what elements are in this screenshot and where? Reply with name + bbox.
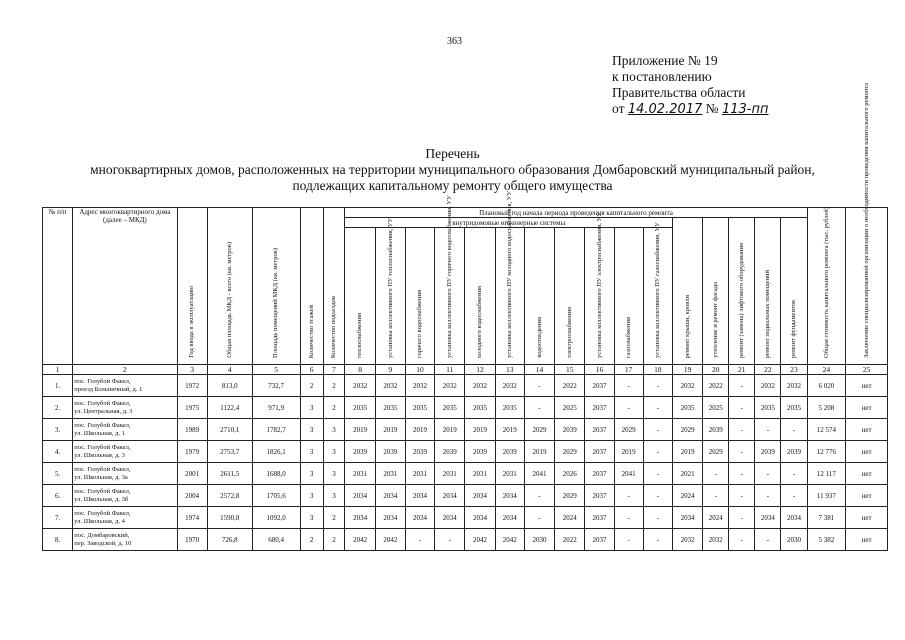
- table-row: [43, 375, 888, 397]
- row-address: [73, 419, 177, 441]
- row-work-year: 2030: [524, 529, 554, 551]
- address-line-2: ул. Центральная, д. 3: [74, 407, 133, 415]
- appendix-line-1: Приложение № 19: [612, 53, 718, 68]
- row-work-year: 2032: [781, 375, 807, 397]
- address-line-2: ул. Школьная, д. 1: [74, 429, 125, 437]
- row-work-year: 2031: [435, 463, 465, 485]
- row-work-year: 2039: [555, 419, 585, 441]
- address-line-1: пос. Голубой Факел,: [74, 443, 131, 451]
- row-work-year: 2042: [375, 529, 405, 551]
- row-year: 1979: [177, 441, 207, 463]
- row-cost: 5 382: [807, 529, 846, 551]
- row-cost: 11 937: [807, 485, 846, 507]
- header-internal-systems: внутридомовые инженерные системы: [345, 218, 673, 228]
- row-work-year: 2019: [614, 441, 643, 463]
- row-conclusion: нет: [846, 419, 888, 441]
- column-number: 1: [43, 365, 73, 375]
- row-year: 1975: [177, 397, 207, 419]
- row-work-year: -: [643, 529, 672, 551]
- row-work-year: 2035: [755, 397, 781, 419]
- row-work-year: -: [524, 485, 554, 507]
- row-work-year: 2035: [465, 397, 495, 419]
- row-premises-area: 1826,1: [252, 441, 300, 463]
- row-work-year: -: [614, 375, 643, 397]
- address-line-1: пос. Голубой Факел,: [74, 487, 131, 495]
- address-line-2: ул. Школьная, д. 3а: [74, 473, 128, 481]
- column-number: 21: [729, 365, 755, 375]
- row-total-area: 2572,8: [207, 485, 252, 507]
- header-work-heating: теплоснабжения: [345, 228, 375, 365]
- address-line-1: пос. Голубой Факел,: [74, 509, 131, 517]
- row-work-year: 2022: [555, 375, 585, 397]
- column-number: 3: [177, 365, 207, 375]
- header-work-hot-water-meter: установка коллективного ПУ горячего водоснабжения, УУ: [435, 228, 465, 365]
- row-work-year: -: [755, 485, 781, 507]
- address-line-1: пос. Голубой Факел,: [74, 399, 131, 407]
- column-number: 7: [323, 365, 345, 375]
- header-work-electricity-meter: установка коллективного ПУ электроснабжения, УУ: [585, 228, 614, 365]
- row-cost: 12 776: [807, 441, 846, 463]
- row-work-year: 2025: [703, 397, 729, 419]
- row-entrances: 3: [323, 441, 345, 463]
- header-work-elevator: ремонт (замена) лифтового оборудования: [729, 218, 755, 365]
- row-entrances: 2: [323, 397, 345, 419]
- row-work-year: -: [524, 507, 554, 529]
- row-total-area: 1122,4: [207, 397, 252, 419]
- row-number: 5.: [43, 463, 73, 485]
- address-line-1: пос. Голубой Факел,: [74, 421, 131, 429]
- address-line-2: проезд Больничный, д. 1: [74, 385, 143, 393]
- address-line-2: ул. Школьная, д. 3: [74, 451, 125, 459]
- row-work-year: 2032: [465, 375, 495, 397]
- address-line-2: ул. Школьная, д. 3б: [74, 495, 129, 503]
- row-work-year: 2042: [495, 529, 524, 551]
- row-work-year: 2042: [345, 529, 375, 551]
- row-floors: 3: [300, 463, 323, 485]
- header-year: Год ввода в эксплуатацию: [177, 208, 207, 365]
- column-number: 20: [703, 365, 729, 375]
- row-premises-area: 680,4: [252, 529, 300, 551]
- row-work-year: 2034: [405, 507, 434, 529]
- row-work-year: 2041: [524, 463, 554, 485]
- row-work-year: 2029: [524, 419, 554, 441]
- row-work-year: 2019: [672, 441, 702, 463]
- row-number: 6.: [43, 485, 73, 507]
- row-number: 8.: [43, 529, 73, 551]
- row-work-year: 2024: [555, 507, 585, 529]
- row-total-area: 2753,7: [207, 441, 252, 463]
- appendix-block: [612, 53, 768, 118]
- row-work-year: -: [755, 529, 781, 551]
- row-work-year: 2039: [495, 441, 524, 463]
- row-work-year: -: [729, 485, 755, 507]
- row-conclusion: нет: [846, 507, 888, 529]
- row-work-year: 2019: [465, 419, 495, 441]
- appendix-line-3: Правительства области: [612, 85, 746, 100]
- row-work-year: 2031: [495, 463, 524, 485]
- row-year: 2001: [177, 463, 207, 485]
- row-work-year: -: [781, 419, 807, 441]
- table-row: [43, 441, 888, 463]
- row-work-year: 2032: [435, 375, 465, 397]
- table-row: [43, 507, 888, 529]
- row-work-year: 2022: [703, 375, 729, 397]
- title-line-1: Перечень: [425, 146, 480, 161]
- row-work-year: -: [781, 485, 807, 507]
- row-work-year: 2019: [435, 419, 465, 441]
- row-work-year: 2032: [375, 375, 405, 397]
- row-year: 1974: [177, 507, 207, 529]
- row-work-year: 2035: [375, 397, 405, 419]
- column-number: 6: [300, 365, 323, 375]
- row-work-year: 2022: [555, 529, 585, 551]
- row-work-year: -: [524, 375, 554, 397]
- column-number: 8: [345, 365, 375, 375]
- column-number: 17: [614, 365, 643, 375]
- row-work-year: -: [614, 485, 643, 507]
- row-work-year: 2019: [375, 419, 405, 441]
- row-work-year: -: [729, 529, 755, 551]
- column-number: 2: [73, 365, 177, 375]
- row-work-year: 2039: [755, 441, 781, 463]
- row-work-year: -: [643, 441, 672, 463]
- page-number: 363: [447, 36, 462, 47]
- header-work-heating-meter: установка коллективного ПУ теплоснабжения, УУ: [375, 228, 405, 365]
- row-year: 1972: [177, 375, 207, 397]
- row-work-year: 2024: [672, 485, 702, 507]
- row-work-year: 2032: [345, 375, 375, 397]
- row-work-year: 2035: [495, 397, 524, 419]
- row-year: 1989: [177, 419, 207, 441]
- column-number: 18: [643, 365, 672, 375]
- column-number: 5: [252, 365, 300, 375]
- row-work-year: 2039: [345, 441, 375, 463]
- column-number: 24: [807, 365, 846, 375]
- row-work-year: -: [643, 507, 672, 529]
- row-entrances: 3: [323, 485, 345, 507]
- row-work-year: 2032: [672, 375, 702, 397]
- row-address: [73, 485, 177, 507]
- row-work-year: -: [755, 463, 781, 485]
- header-planned-year: Плановый год начала периода проведения капитального ремонта: [345, 208, 807, 218]
- address-line-2: ул. Школьная, д. 4: [74, 517, 125, 525]
- row-address: [73, 463, 177, 485]
- row-work-year: 2024: [703, 507, 729, 529]
- column-number: 10: [405, 365, 434, 375]
- header-work-facade: утепление и ремонт фасада: [703, 218, 729, 365]
- row-work-year: 2034: [345, 485, 375, 507]
- row-work-year: 2029: [703, 441, 729, 463]
- row-number: 2.: [43, 397, 73, 419]
- row-work-year: -: [643, 419, 672, 441]
- row-work-year: 2021: [672, 463, 702, 485]
- row-work-year: 2037: [585, 507, 614, 529]
- row-work-year: 2039: [375, 441, 405, 463]
- row-work-year: 2037: [585, 397, 614, 419]
- row-cost: 12 574: [807, 419, 846, 441]
- row-work-year: -: [781, 463, 807, 485]
- row-total-area: 2710,1: [207, 419, 252, 441]
- row-work-year: 2034: [495, 485, 524, 507]
- row-floors: 3: [300, 485, 323, 507]
- row-work-year: 2042: [465, 529, 495, 551]
- row-premises-area: 732,7: [252, 375, 300, 397]
- row-conclusion: нет: [846, 397, 888, 419]
- row-entrances: 3: [323, 419, 345, 441]
- row-work-year: -: [729, 419, 755, 441]
- row-work-year: 2041: [614, 463, 643, 485]
- header-work-gas: газоснабжения: [614, 228, 643, 365]
- header-cost: Общая стоимость капитального ремонта (тыс. рублей): [807, 208, 846, 365]
- header-work-roof: ремонт крыши, кровли: [672, 218, 702, 365]
- row-entrances: 2: [323, 507, 345, 529]
- row-total-area: 726,8: [207, 529, 252, 551]
- appendix-line-4: [612, 101, 768, 118]
- row-floors: 2: [300, 529, 323, 551]
- row-floors: 3: [300, 419, 323, 441]
- row-work-year: 2037: [585, 463, 614, 485]
- title-line-3: подлежащих капитальному ремонту общего имущества: [292, 178, 613, 193]
- row-work-year: 2034: [495, 507, 524, 529]
- row-work-year: 2029: [555, 441, 585, 463]
- row-year: 2004: [177, 485, 207, 507]
- column-number: 22: [755, 365, 781, 375]
- row-number: 1.: [43, 375, 73, 397]
- row-work-year: -: [729, 397, 755, 419]
- header-work-cold-water: холодного водоснабжения: [465, 228, 495, 365]
- row-work-year: 2029: [555, 485, 585, 507]
- row-work-year: 2039: [703, 419, 729, 441]
- row-work-year: -: [614, 397, 643, 419]
- address-line-1: пос. Голубой Факел,: [74, 377, 131, 385]
- row-work-year: 2035: [435, 397, 465, 419]
- table-row: [43, 397, 888, 419]
- header-work-electricity: электроснабжения: [555, 228, 585, 365]
- row-work-year: 2031: [375, 463, 405, 485]
- address-line-1: пос. Голубой Факел,: [74, 465, 131, 473]
- row-cost: 7 381: [807, 507, 846, 529]
- row-work-year: -: [614, 507, 643, 529]
- row-number: 4.: [43, 441, 73, 463]
- column-number: 14: [524, 365, 554, 375]
- row-entrances: 3: [323, 463, 345, 485]
- header-premises-area: Площадь помещений МКД (кв. метров): [252, 208, 300, 365]
- header-number: № п/п: [43, 208, 73, 365]
- row-work-year: 2037: [585, 419, 614, 441]
- row-work-year: 2034: [465, 507, 495, 529]
- row-conclusion: нет: [846, 485, 888, 507]
- row-work-year: -: [703, 463, 729, 485]
- column-number: 9: [375, 365, 405, 375]
- column-number: 19: [672, 365, 702, 375]
- row-total-area: 1590,8: [207, 507, 252, 529]
- column-number: 13: [495, 365, 524, 375]
- table-row: [43, 419, 888, 441]
- row-work-year: -: [643, 463, 672, 485]
- row-work-year: 2039: [465, 441, 495, 463]
- row-work-year: -: [729, 463, 755, 485]
- row-address: [73, 375, 177, 397]
- row-work-year: 2039: [405, 441, 434, 463]
- header-address: Адрес многоквартирного дома (далее – МКД): [73, 208, 177, 365]
- row-work-year: 2032: [755, 375, 781, 397]
- row-work-year: 2034: [435, 507, 465, 529]
- row-cost: 5 208: [807, 397, 846, 419]
- row-cost: 6 020: [807, 375, 846, 397]
- row-conclusion: нет: [846, 463, 888, 485]
- column-numbers-row: [43, 365, 888, 375]
- row-conclusion: нет: [846, 529, 888, 551]
- row-address: [73, 529, 177, 551]
- row-work-year: 2034: [672, 507, 702, 529]
- row-work-year: 2037: [585, 529, 614, 551]
- row-floors: 3: [300, 507, 323, 529]
- row-total-area: 2611,5: [207, 463, 252, 485]
- header-work-sewerage: водоотведения: [524, 228, 554, 365]
- row-work-year: 2019: [524, 441, 554, 463]
- row-work-year: 2039: [435, 441, 465, 463]
- row-work-year: 2034: [781, 507, 807, 529]
- row-work-year: 2035: [345, 397, 375, 419]
- row-premises-area: 1782,7: [252, 419, 300, 441]
- row-work-year: -: [729, 441, 755, 463]
- row-work-year: 2031: [465, 463, 495, 485]
- row-work-year: 2039: [781, 441, 807, 463]
- row-work-year: 2035: [672, 397, 702, 419]
- row-work-year: 2034: [435, 485, 465, 507]
- header-work-gas-meter: установка коллективного ПУ газоснабжения, УУ: [643, 228, 672, 365]
- row-cost: 12 117: [807, 463, 846, 485]
- row-entrances: 2: [323, 529, 345, 551]
- row-work-year: 2031: [405, 463, 434, 485]
- row-work-year: 2025: [555, 397, 585, 419]
- address-line-1: пос. Домбаровский,: [74, 531, 130, 539]
- header-total-area: Общая площадь МКД - всего (кв. метров): [207, 208, 252, 365]
- column-number: 16: [585, 365, 614, 375]
- row-work-year: 2032: [405, 375, 434, 397]
- table-body: [43, 365, 888, 551]
- row-work-year: 2029: [672, 419, 702, 441]
- row-total-area: 813,0: [207, 375, 252, 397]
- row-work-year: 2034: [755, 507, 781, 529]
- row-work-year: 2030: [781, 529, 807, 551]
- appendix-date: 14.02.2017: [627, 102, 703, 117]
- row-work-year: 2032: [703, 529, 729, 551]
- column-number: 25: [846, 365, 888, 375]
- row-work-year: 2019: [405, 419, 434, 441]
- row-premises-area: 1092,0: [252, 507, 300, 529]
- address-line-2: пер. Заводской, д. 10: [74, 539, 132, 547]
- header-entrances: Количество подъездов: [323, 208, 345, 365]
- row-address: [73, 397, 177, 419]
- header-conclusion: Заключение специализированной организации о необходимости проведения капитального ремонта: [846, 208, 888, 365]
- header-work-foundation: ремонт фундаментов: [781, 218, 807, 365]
- row-work-year: -: [643, 375, 672, 397]
- row-premises-area: 971,9: [252, 397, 300, 419]
- row-entrances: 2: [323, 375, 345, 397]
- appendix-date-prefix: от: [612, 101, 625, 116]
- row-work-year: 2029: [614, 419, 643, 441]
- table-row: [43, 463, 888, 485]
- row-work-year: 2031: [345, 463, 375, 485]
- header-work-cold-water-meter: установка коллективного ПУ холодного водоснабжения, УУ: [495, 228, 524, 365]
- column-number: 12: [465, 365, 495, 375]
- row-work-year: -: [729, 375, 755, 397]
- row-work-year: 2034: [345, 507, 375, 529]
- table-row: [43, 485, 888, 507]
- column-number: 11: [435, 365, 465, 375]
- row-work-year: 2035: [405, 397, 434, 419]
- column-number: 4: [207, 365, 252, 375]
- column-number: 15: [555, 365, 585, 375]
- row-address: [73, 507, 177, 529]
- appendix-number-label: №: [705, 101, 719, 116]
- row-work-year: -: [405, 529, 434, 551]
- row-floors: 3: [300, 397, 323, 419]
- row-floors: 3: [300, 441, 323, 463]
- row-work-year: 2026: [555, 463, 585, 485]
- header-work-hot-water: горячего водоснабжения: [405, 228, 434, 365]
- row-number: 3.: [43, 419, 73, 441]
- row-year: 1970: [177, 529, 207, 551]
- row-work-year: -: [729, 507, 755, 529]
- row-address: [73, 441, 177, 463]
- row-premises-area: 1688,0: [252, 463, 300, 485]
- column-number: 23: [781, 365, 807, 375]
- row-work-year: 2019: [345, 419, 375, 441]
- row-work-year: 2034: [405, 485, 434, 507]
- header-work-basement: ремонт подвальных помещений: [755, 218, 781, 365]
- row-work-year: 2032: [495, 375, 524, 397]
- row-work-year: -: [524, 397, 554, 419]
- row-work-year: 2034: [375, 507, 405, 529]
- row-work-year: -: [643, 485, 672, 507]
- row-floors: 2: [300, 375, 323, 397]
- row-work-year: 2032: [672, 529, 702, 551]
- row-work-year: -: [755, 419, 781, 441]
- row-premises-area: 1705,6: [252, 485, 300, 507]
- row-conclusion: нет: [846, 441, 888, 463]
- appendix-number: 113-пп: [721, 102, 769, 117]
- row-work-year: -: [703, 485, 729, 507]
- row-work-year: -: [614, 529, 643, 551]
- row-work-year: 2037: [585, 485, 614, 507]
- row-work-year: -: [643, 397, 672, 419]
- row-number: 7.: [43, 507, 73, 529]
- title-line-2: многоквартирных домов, расположенных на территории муниципального образования Домбаровский муниципальный район,: [90, 162, 815, 177]
- row-work-year: 2034: [465, 485, 495, 507]
- row-work-year: 2037: [585, 441, 614, 463]
- appendix-line-2: к постановлению: [612, 69, 712, 84]
- header-floors: Количество этажей: [300, 208, 323, 365]
- row-work-year: -: [435, 529, 465, 551]
- row-work-year: 2034: [375, 485, 405, 507]
- row-work-year: 2035: [781, 397, 807, 419]
- row-work-year: 2019: [495, 419, 524, 441]
- row-conclusion: нет: [846, 375, 888, 397]
- row-work-year: 2037: [585, 375, 614, 397]
- table-row: [43, 529, 888, 551]
